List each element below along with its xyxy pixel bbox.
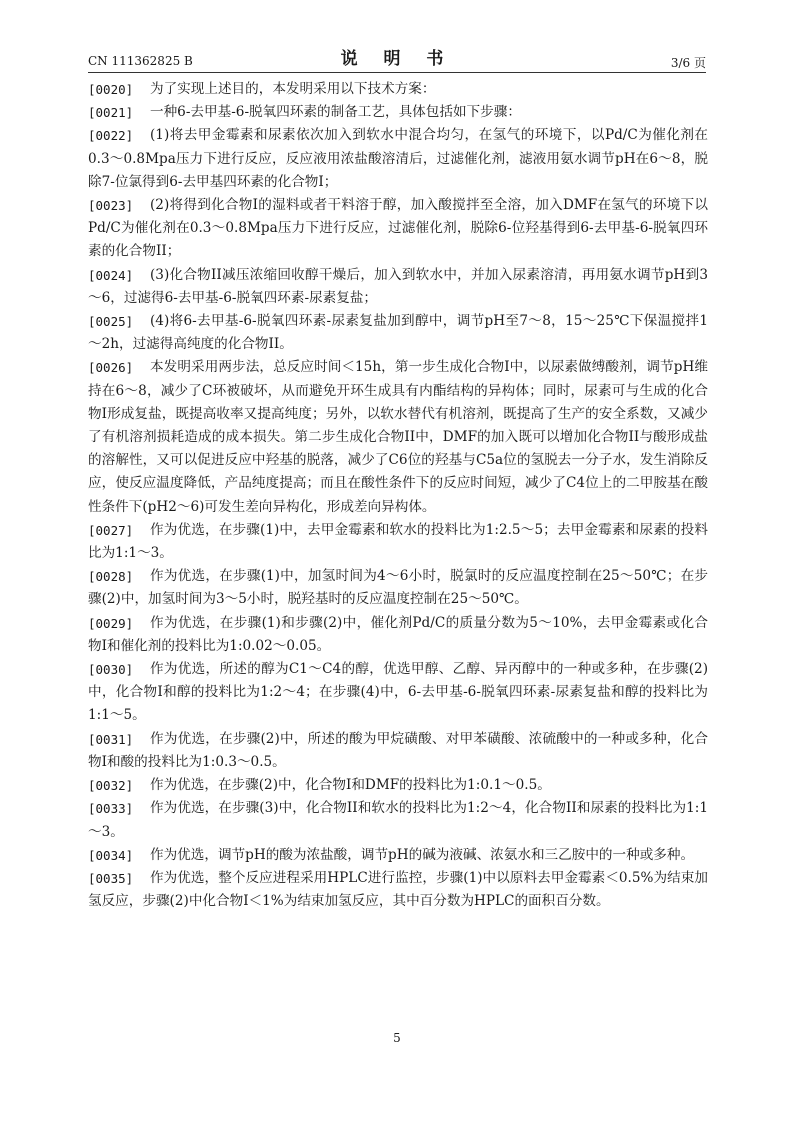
paragraph-number: [0034] [88, 847, 134, 863]
paragraph [88, 264, 708, 310]
paragraph-text: 作为优选，调节pH的酸为浓盐酸，调节pH的碱为液碱、浓氨水和三乙胺中的一种或多种。 [150, 846, 695, 863]
paragraph-text: (3)化合物II减压浓缩回收醇干燥后，加入到软水中，并加入尿素溶清，再用氨水调节pH到3～6，过滤得6-去甲基-6-脱氧四环素-尿素复盐； [88, 266, 708, 306]
paragraph-number: [0025] [88, 314, 134, 330]
paragraph-text: 作为优选，在步骤(3)中，化合物II和软水的投料比为1:2～4，化合物II和尿素的投料比为1:1～3。 [88, 800, 708, 840]
paragraph-text: 为了实现上述目的，本发明采用以下技术方案： [150, 81, 436, 97]
paragraph-text: (2)将得到化合物I的湿料或者干料溶于醇，加入酸搅拌至全溶，加入DMF在氢气的环境下以Pd/C为催化剂在0.3～0.8Mpa压力下进行反应，过滤催化剂，脱除6-位羟基得到6-去甲基-6-脱氧四环素的化合物II； [88, 197, 708, 260]
paragraph-text: 作为优选，在步骤(2)中，化合物I和DMF的投料比为1:0.1～0.5。 [150, 777, 551, 794]
paragraph [88, 78, 708, 101]
paragraph-text: 作为优选，在步骤(2)中，所述的酸为甲烷磺酸、对甲苯磺酸、浓硫酸中的一种或多种，化合物I和酸的投料比为1:0.3～0.5。 [88, 730, 708, 770]
paragraph [88, 658, 708, 728]
paragraph-number: [0027] [88, 522, 134, 538]
paragraph [88, 356, 708, 518]
paragraph [88, 310, 708, 356]
paragraph [88, 728, 708, 774]
paragraph-number: [0022] [88, 128, 134, 144]
paragraph-number: [0030] [88, 662, 134, 678]
patent-number: CN 111362825 B [88, 54, 193, 68]
paragraph-text: (1)将去甲金霉素和尿素依次加入到软水中混合均匀，在氢气的环境下，以Pd/C为催化剂在0.3～0.8Mpa压力下进行反应，反应液用浓盐酸溶清后，过滤催化剂，滤液用氨水调节pH在6～8，脱除7-位氯得到6-去甲基四环素的化合物I； [88, 127, 708, 190]
paragraph [88, 844, 708, 867]
header-rule [88, 72, 706, 73]
paragraph-number: [0031] [88, 731, 134, 747]
paragraph [88, 101, 708, 124]
page-number: 5 [393, 1031, 401, 1045]
paragraph-number: [0032] [88, 778, 134, 794]
paragraph-number: [0033] [88, 801, 134, 817]
paragraph-text: 本发明采用两步法，总反应时间＜15h，第一步生成化合物I中，以尿素做缚酸剂，调节pH维持在6～8，减少了C环被破坏，从而避免开环生成具有内酯结构的异构体；同时，尿素可与生成的化合物I形成复盐，既提高收率又提高纯度；另外，以软水替代有机溶剂，既提高了生产的安全系数，又减少了有机溶剂损耗造成的成本损失。第二步生成化合物II中，DMF的加入既可以增加化合物II与酸形成盐的溶解性，又可以促进反应中羟基的脱落，减少了C6位的羟基与C5a位的氢脱去一分子水，发生消除反应，使反应温度降低，产品纯度提高；而且在酸性条件下的反应时间短，减少了C4位上的二甲胺基在酸性条件下(pH2～6)可发生差向异构化，形成差向异构体。 [88, 359, 708, 515]
page-header [88, 44, 706, 74]
paragraph-text: (4)将6-去甲基-6-脱氧四环素-尿素复盐加到醇中，调节pH至7～8，15～25℃下保温搅拌1～2h，过滤得高纯度的化合物II。 [88, 313, 708, 353]
document-title: 说 明 书 [340, 49, 454, 69]
paragraph-text: 一种6-去甲基-6-脱氧四环素的制备工艺，具体包括如下步骤： [150, 104, 521, 121]
document-body [88, 78, 708, 913]
paragraph [88, 867, 708, 913]
paragraph [88, 612, 708, 658]
paragraph [88, 194, 708, 264]
paragraph-number: [0035] [88, 870, 134, 886]
paragraph [88, 519, 708, 565]
paragraph-number: [0020] [88, 82, 134, 97]
paragraph-number: [0028] [88, 569, 134, 585]
paragraph-text: 作为优选，在步骤(1)和步骤(2)中，催化剂Pd/C的质量分数为5～10%，去甲金霉素或化合物I和催化剂的投料比为1:0.02～0.05。 [88, 614, 708, 654]
paragraph-number: [0024] [88, 267, 134, 283]
paragraph-number: [0021] [88, 105, 134, 121]
paragraph-number: [0029] [88, 615, 134, 631]
paragraph [88, 565, 708, 611]
paragraph-text: 作为优选，在步骤(1)中，去甲金霉素和软水的投料比为1:2.5～5；去甲金霉素和尿素的投料比为1:1～3。 [88, 521, 708, 562]
paragraph [88, 774, 708, 797]
paragraph-text: 作为优选，整个反应进程采用HPLC进行监控，步骤(1)中以原料去甲金霉素＜0.5%为结束加氢反应，步骤(2)中化合物I＜1%为结束加氢反应，其中百分数为HPLC的面积百分数。 [88, 869, 708, 910]
paragraph-number: [0026] [88, 360, 134, 376]
paragraph-number: [0023] [88, 198, 134, 214]
paragraph-text: 作为优选，在步骤(1)中，加氢时间为4～6小时，脱氯时的反应温度控制在25～50℃；在步骤(2)中，加氢时间为3～5小时，脱羟基时的反应温度控制在25～50℃。 [88, 568, 708, 608]
paragraph [88, 797, 708, 843]
paragraph-text: 作为优选，所述的醇为C1～C4的醇，优选甲醇、乙醇、异丙醇中的一种或多种，在步骤(2)中，化合物I和醇的投料比为1:2～4；在步骤(4)中，6-去甲基-6-脱氧四环素-尿素复盐和醇的投料比为1:1～5。 [88, 661, 708, 724]
page-indicator: 3/6 页 [670, 56, 706, 70]
paragraph [88, 124, 708, 194]
